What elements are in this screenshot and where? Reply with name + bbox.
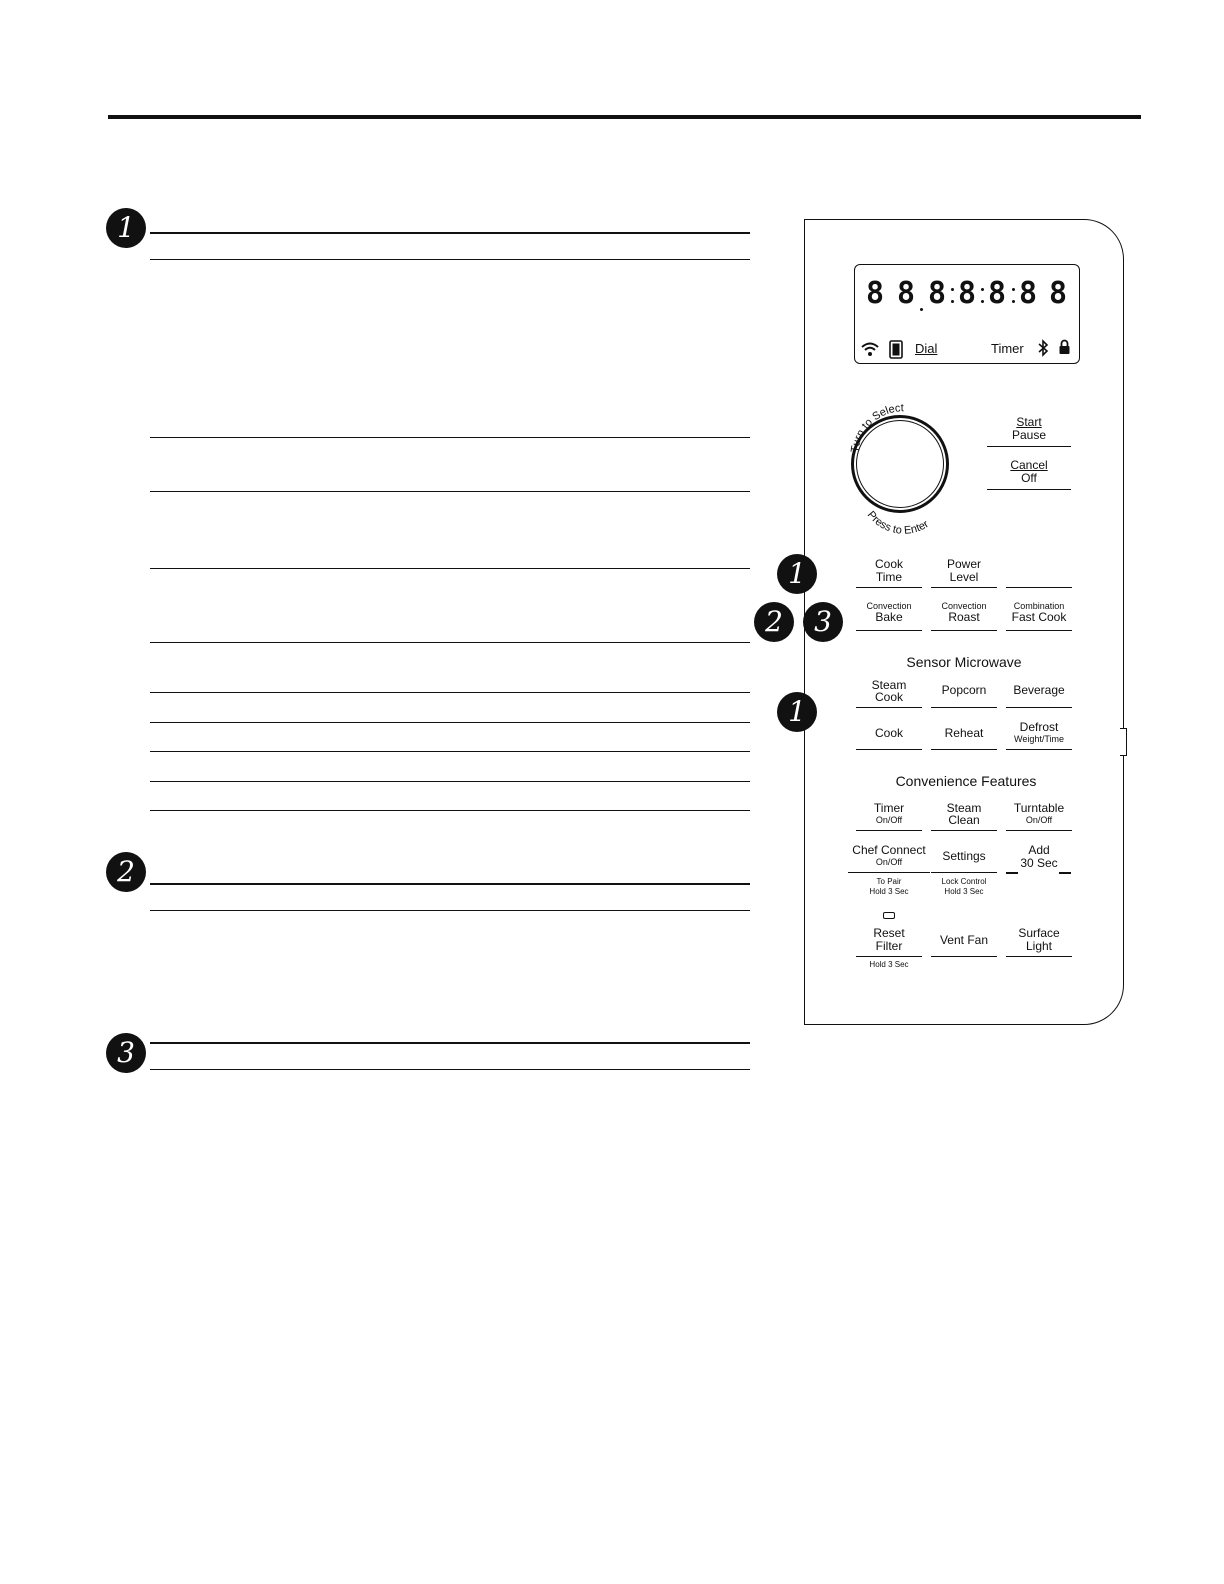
display-digit: 8 [987,276,1007,311]
chef-connect-label-2: On/Off [875,857,903,867]
section-1-rule [150,259,750,260]
settings-label: Settings [942,849,986,863]
wifi-icon [860,341,880,357]
turntable-label-1: Turntable [1013,801,1065,815]
section-2-rule-top [150,883,750,885]
chef-connect-button[interactable] [848,844,930,873]
steam-cook-label-1: Steam [871,678,907,692]
convection-roast-label-2: Roast [948,610,980,624]
power-level-label-1: Power [946,557,981,571]
panel-callout-badge-3: 3 [803,602,843,642]
section-1-rule [150,568,750,569]
display-timer-label: Timer [991,341,1024,356]
settings-sub-2: Hold 3 Sec [944,887,984,896]
chef-connect-sub-2: Hold 3 Sec [869,887,909,896]
cook-label: Cook [874,726,903,740]
steam-clean-button[interactable] [931,802,997,831]
reset-filter-label-2: Filter [875,939,903,953]
section-3-rule-top [150,1042,750,1044]
reset-filter-hold-label: Hold 3 Sec [869,960,909,969]
panel-callout-badge-2: 2 [754,602,794,642]
convection-bake-button[interactable] [856,601,922,631]
off-label: Off [1021,471,1037,485]
timer-label-1: Timer [873,801,905,815]
bluetooth-icon [1037,339,1049,357]
defrost-button[interactable] [1006,721,1072,750]
power-level-button[interactable] [931,558,997,588]
panel-notch [1120,728,1127,756]
header-rule [108,115,1141,119]
display-digit: 8 [896,276,916,311]
vent-fan-label: Vent Fan [939,933,989,947]
reset-filter-led [883,912,895,919]
steam-clean-label-1: Steam [946,801,982,815]
turntable-button[interactable] [1006,802,1072,831]
convection-bake-label-1: Convection [866,601,912,611]
surface-light-label-2: Light [1025,939,1053,953]
add-30-sec-underline-left [1006,872,1018,874]
add-label-2: 30 Sec [1020,856,1058,870]
lock-icon [1058,339,1071,355]
combination-label-1: Combination [1013,601,1065,611]
defrost-label-2: Weight/Time [1013,734,1064,744]
display-colon [951,300,954,303]
add-30-sec-underline-right [1059,872,1071,874]
cook-time-label-1: Cook [874,557,903,571]
cook-time-button[interactable] [856,558,922,588]
reset-filter-button[interactable] [856,927,922,957]
chef-connect-sub-1: To Pair [876,877,902,886]
surface-light-button[interactable] [1006,927,1072,957]
combination-label-2: Fast Cook [1011,610,1067,624]
dial-text-arcs [840,393,960,538]
steam-clean-label-2: Clean [948,813,980,827]
dial-bottom-text: Press to Enter [864,508,931,537]
pause-label: Pause [1011,428,1047,442]
sensor-microwave-title: Sensor Microwave [906,654,1022,670]
display-colon [981,288,984,291]
combination-fast-cook-button[interactable] [1006,601,1072,631]
cook-time-label-2: Time [875,570,903,584]
popcorn-button[interactable] [931,679,997,708]
section-3-rule [150,1069,750,1070]
display-digit: 8 [1048,276,1068,311]
panel-callout-badge-1b: 1 [777,692,817,732]
display-digit: 8 [957,276,977,311]
section-1-rule [150,437,750,438]
blank-button[interactable] [1006,558,1072,588]
display-digit: 8 [927,276,947,311]
cancel-off-button[interactable] [987,459,1071,490]
section-1-rule [150,642,750,643]
convection-bake-label-2: Bake [875,610,903,624]
phone-icon [889,340,903,359]
timer-button[interactable] [856,802,922,831]
callout-badge-1: 1 [106,208,146,248]
vent-fan-button[interactable] [931,927,997,957]
cancel-label: Cancel [1010,458,1048,472]
section-1-rule [150,810,750,811]
convection-roast-button[interactable] [931,601,997,631]
display-dial-label: Dial [915,341,938,356]
section-1-rule [150,751,750,752]
settings-hold-label [928,877,1000,897]
start-label: Start [1016,415,1042,429]
section-1-rule [150,781,750,782]
cook-button[interactable] [856,721,922,750]
section-1-rule [150,722,750,723]
display-digit: 8 [1018,276,1038,311]
defrost-label-1: Defrost [1019,720,1059,734]
panel-callout-badge-1: 1 [777,554,817,594]
beverage-label: Beverage [1013,683,1065,697]
popcorn-label: Popcorn [941,683,987,697]
display-colon [1012,300,1015,303]
section-1-rule [150,491,750,492]
add-30-sec-button[interactable] [1006,844,1072,873]
reheat-button[interactable] [931,721,997,750]
steam-cook-button[interactable] [856,679,922,708]
callout-badge-2: 2 [106,852,146,892]
surface-light-label-1: Surface [1018,926,1060,940]
settings-sub-1: Lock Control [941,877,987,886]
reset-filter-label-1: Reset [873,926,905,940]
beverage-button[interactable] [1006,679,1072,708]
callout-badge-3: 3 [106,1033,146,1073]
settings-button[interactable] [931,844,997,873]
timer-label-2: On/Off [875,815,903,825]
display-colon [951,288,954,291]
convenience-features-title: Convenience Features [895,773,1037,789]
display-digit: 8 [865,276,885,311]
convection-roast-label-1: Convection [941,601,987,611]
chef-connect-label-1: Chef Connect [852,843,926,857]
section-2-rule [150,910,750,911]
power-level-label-2: Level [949,570,979,584]
chef-connect-hold-label [856,877,922,897]
reheat-label: Reheat [944,726,984,740]
section-1-rule [150,692,750,693]
section-1-rule-top [150,232,750,234]
start-pause-button[interactable] [987,416,1071,447]
turntable-label-2: On/Off [1025,815,1053,825]
display-colon [1012,288,1015,291]
steam-cook-label-2: Cook [874,690,903,704]
add-label-1: Add [1028,843,1050,857]
display-decimal [920,308,923,311]
display-colon [981,300,984,303]
dial-top-text: Turn to Select [849,402,904,454]
